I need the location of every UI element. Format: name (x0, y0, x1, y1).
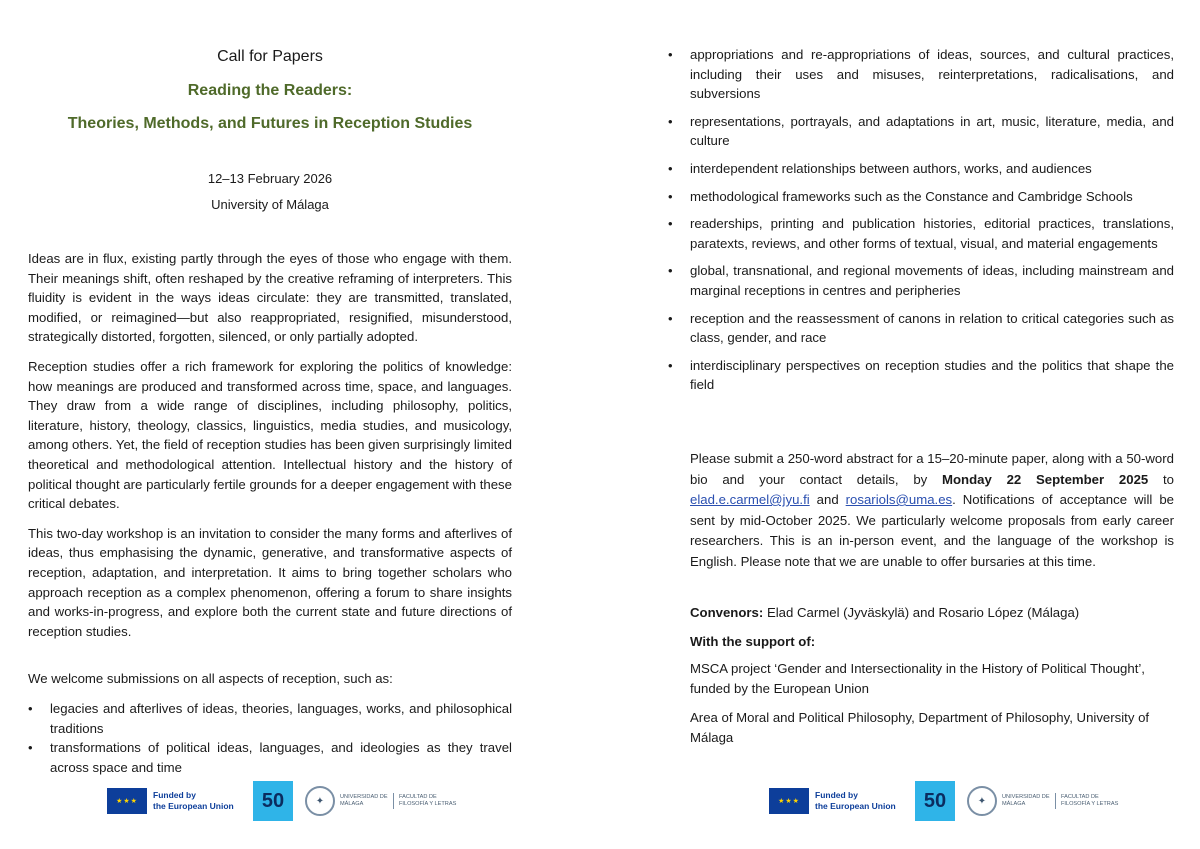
title-line-2: Theories, Methods, and Futures in Reception Studies (67, 115, 473, 132)
divider (393, 793, 394, 809)
list-item: • appropriations and re-appropriations of ideas, sources, and cultural practices, including their uses and misuses, reinterpretations, radicalisations, and subversions (690, 45, 1174, 104)
eu-funding-text: Funded by the European Union (815, 790, 896, 811)
support-item-1: MSCA project ‘Gender and Intersectionality in the History of Political Thought’, funded by the European Union (690, 661, 1145, 696)
anniversary-logo: 50 (915, 781, 955, 821)
support-label: With the support of: (690, 634, 816, 649)
list-item: • representations, portrayals, and adaptations in art, music, literature, media, and culture (690, 112, 1174, 151)
email-link-carmel[interactable]: elad.e.carmel@jyu.fi (690, 492, 810, 507)
list-item: • interdisciplinary perspectives on reception studies and the politics that shape the field (690, 356, 1174, 395)
welcome-line: We welcome submissions on all aspects of reception, such as: (28, 671, 393, 687)
anniversary-logo: 50 (253, 781, 293, 821)
intro-text (28, 249, 512, 699)
university-name: UNIVERSIDAD DE MÁLAGA (340, 794, 388, 807)
convenors-label: Convenors: (690, 605, 764, 620)
intro-paragraph-2: Reception studies offer a rich framework for exploring the politics of knowledge: how meanings are produced and transformed across time, space, and languages. They draw from a wide range of disciplines, including philosophy, politics, literature, history, theology, classics, linguistics, media studies, and musicology, among others. Yet, the field of reception studies has been given surprisingly limited theoretical and methodological attention. Intellectual history and the history of political thought are particularly fertile grounds for a deeper engagement with these critical debates. (28, 358, 512, 512)
divider (1055, 793, 1056, 809)
university-seal-icon: ✦ (305, 786, 335, 816)
eu-funding-text: Funded by the European Union (153, 790, 234, 811)
university-name: UNIVERSIDAD DE MÁLAGA (1002, 794, 1050, 807)
intro-paragraph-3: This two-day workshop is an invitation to consider the many forms and afterlives of ideas, thus emphasising the dynamic, generative, and transformative aspects of reception, adaptation, and interpretation. It aims to bring together scholars who approach reception as a complex phenomenon, offering a forum to share insights and works-in-progress, and explore both the current state and future directions of reception studies. (28, 525, 512, 639)
faculty-name: FACULTAD DE FILOSOFÍA Y LETRAS (1061, 794, 1119, 807)
list-item: • legacies and afterlives of ideas, theories, languages, works, and philosophical traditions (28, 699, 512, 738)
list-item: • global, transnational, and regional movements of ideas, including mainstream and marginal receptions in centres and peripheries (690, 261, 1174, 300)
list-item: • methodological frameworks such as the Constance and Cambridge Schools (690, 187, 1174, 207)
list-item: • transformations of political ideas, languages, and ideologies as they travel across space and time (28, 738, 512, 777)
footer-logos (107, 780, 461, 822)
deadline: Monday 22 September 2025 (942, 471, 1149, 487)
list-item: • readerships, printing and publication histories, editorial practices, translations, paratexts, reviews, and other forms of textual, visual, and material engagements (690, 214, 1174, 253)
support-item-2: Area of Moral and Political Philosophy, Department of Philosophy, University of Málaga (690, 710, 1150, 745)
faculty-name: FACULTAD DE FILOSOFÍA Y LETRAS (399, 794, 457, 807)
university-seal-icon: ✦ (967, 786, 997, 816)
email-link-lopez[interactable]: rosariols@uma.es (845, 492, 953, 507)
convenors-names: Elad Carmel (Jyväskylä) and Rosario López (Málaga) (763, 605, 1080, 620)
list-item: • interdependent relationships between authors, works, and audiences (690, 159, 1174, 179)
title-line-1: Reading the Readers: (187, 82, 353, 99)
submission-instructions: Please submit a 250-word abstract for a 15–20-minute paper, along with a 50-word bio and your contact details, by Monday 22 September 2025 to elad.e.carmel@jyu.fi and rosariols@uma.es. Notifications of acceptance will be sent by mid-October 2025. We particularly welcome proposals from early career researchers. This is an in-person event, and the language of the workshop is English. Please note that we are unable to offer bursaries at this time. (690, 451, 1174, 569)
topics-list-right (690, 45, 1174, 403)
eu-flag-icon: ★★★ (107, 788, 147, 814)
list-item: • reception and the reassessment of canons in relation to critical categories such as class, gender, and race (690, 309, 1174, 348)
event-venue: University of Málaga (211, 197, 329, 212)
call-for-papers-label: Call for Papers (217, 48, 323, 65)
intro-paragraph-1: Ideas are in flux, existing partly through the eyes of those who engage with them. Their meanings shift, often reshaped by the creative reframing of interpreters. This fluidity is evident in the ways ideas circulate: they are transmitted, translated, modified, or reimagined—but also reappropriated, resignified, misunderstood, strategically distorted, forgotten, silenced, or only partially adopted. (28, 251, 512, 345)
footer-logos (769, 780, 1123, 822)
event-date: 12–13 February 2026 (207, 171, 333, 186)
convenors-line (690, 603, 1174, 623)
eu-flag-icon: ★★★ (769, 788, 809, 814)
topics-list-left (28, 699, 512, 777)
